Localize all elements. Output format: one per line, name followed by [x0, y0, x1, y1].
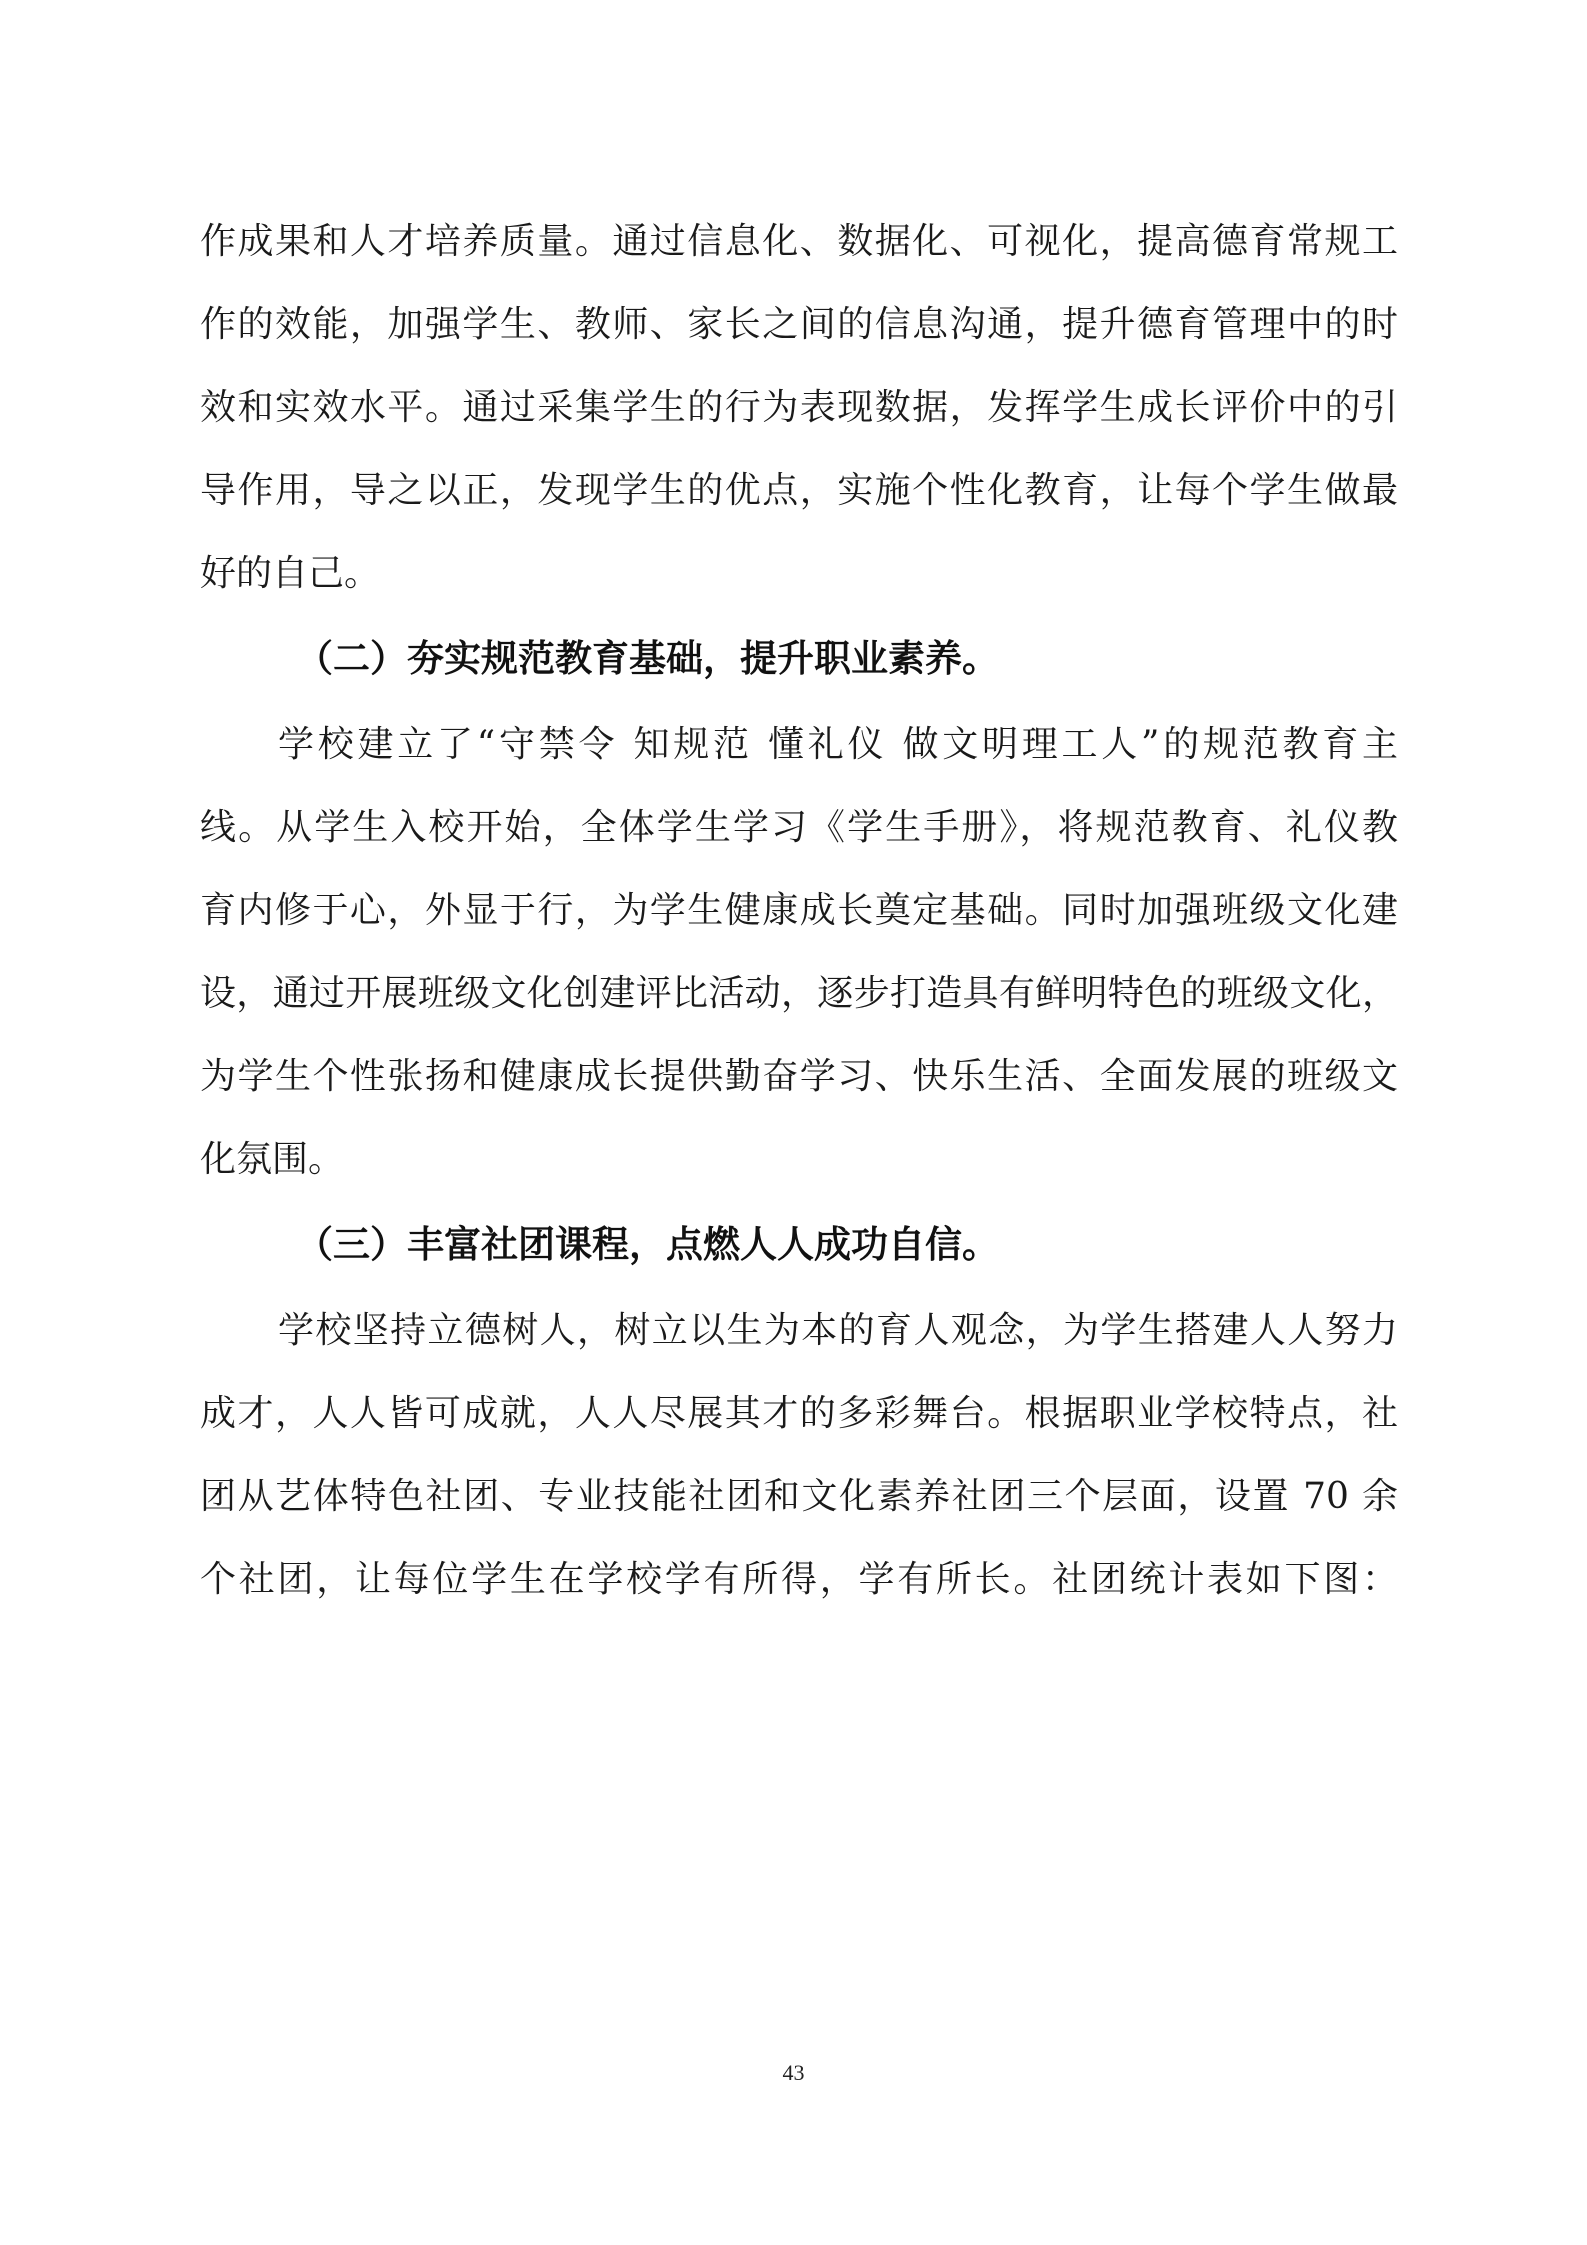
text-line: 个社团，让每位学生在学校学有所得，学有所长。社团统计表如下图：: [200, 1559, 1398, 1600]
text-line: 设，通过开展班级文化创建评比活动，逐步打造具有鲜明特色的班级文化，: [200, 973, 1398, 1014]
section-heading: （二）夯实规范教育基础，提升职业素养。: [296, 637, 999, 680]
page-number: 43: [782, 2060, 805, 2085]
text-line: 育内修于心，外显于行，为学生健康成长奠定基础。同时加强班级文化建: [200, 890, 1398, 931]
text-line: 化氛围。: [200, 1139, 345, 1180]
section-heading: （三）丰富社团课程，点燃人人成功自信。: [296, 1223, 999, 1266]
text-line: 线。从学生入校开始，全体学生学习《学生手册》，将规范教育、礼仪教: [200, 807, 1398, 848]
text-line: 效和实效水平。通过采集学生的行为表现数据，发挥学生成长评价中的引: [200, 387, 1398, 428]
paragraph: [200, 200, 1398, 615]
text-line: 成才，人人皆可成就，人人尽展其才的多彩舞台。根据职业学校特点，社: [200, 1393, 1398, 1434]
text-line: 作的效能，加强学生、教师、家长之间的信息沟通，提升德育管理中的时: [200, 304, 1398, 345]
text-line: 作成果和人才培养质量。通过信息化、数据化、可视化，提高德育常规工: [200, 221, 1398, 262]
text-line: 团从艺体特色社团、专业技能社团和文化素养社团三个层面，设置 70 余: [200, 1476, 1398, 1517]
paragraph: [200, 703, 1398, 1201]
text-line: 学校坚持立德树人，树立以生为本的育人观念，为学生搭建人人努力: [278, 1310, 1398, 1351]
text-line: 学校建立了“守禁令 知规范 懂礼仪 做文明理工人”的规范教育主: [278, 724, 1398, 765]
text-line: 导作用，导之以正，发现学生的优点，实施个性化教育，让每个学生做最: [200, 470, 1398, 511]
text-line: 好的自己。: [200, 553, 381, 594]
paragraph: [200, 1289, 1398, 1621]
text-line: 为学生个性张扬和健康成长提供勤奋学习、快乐生活、全面发展的班级文: [200, 1056, 1398, 1097]
document-body: [200, 200, 1398, 1621]
